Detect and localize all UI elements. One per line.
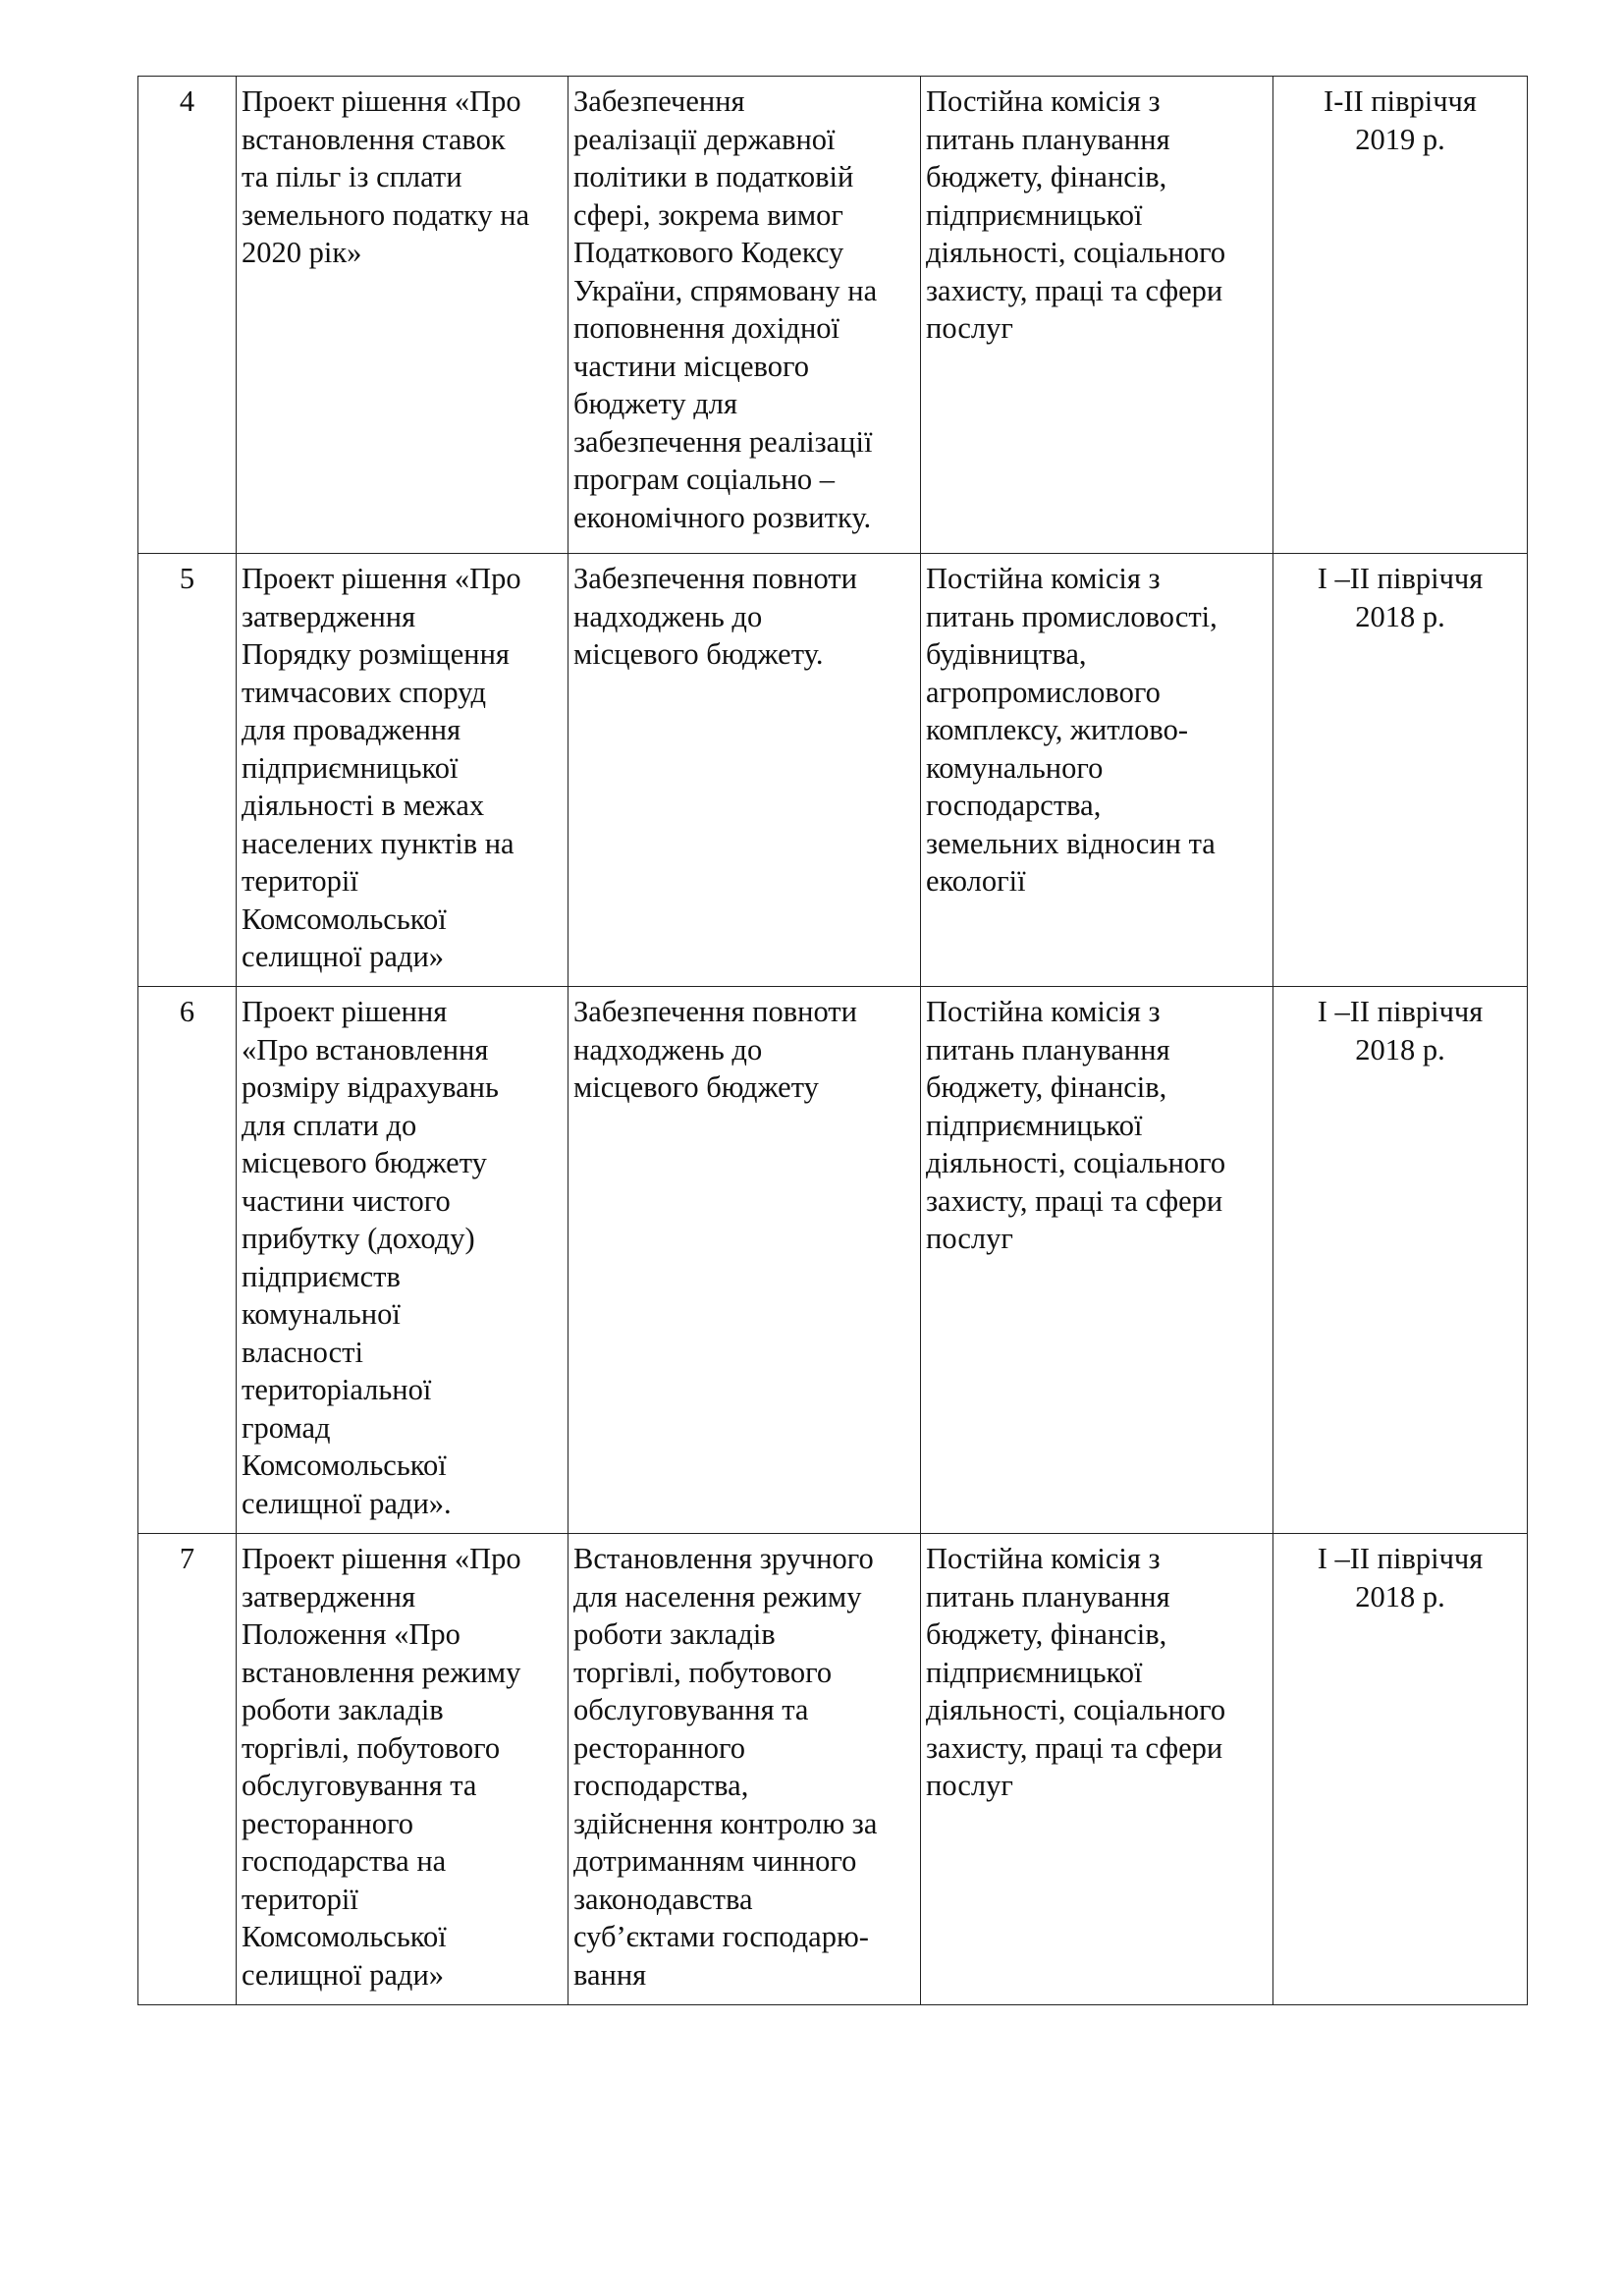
responsible-commission: Постійна комісія з питань планування бюджету, фінансів, підприємницької діяльності, соціального захисту, праці та сфери послуг (921, 77, 1273, 554)
deadline: І –ІІ півріччя 2018 р. (1273, 987, 1528, 1534)
work-plan-table (137, 76, 1528, 2005)
responsible-commission: Постійна комісія з питань планування бюджету, фінансів, підприємницької діяльності, соціального захисту, праці та сфери послуг (921, 987, 1273, 1534)
project-title: Проект рішення «Про затвердження Положення «Про встановлення режиму роботи закладів торгівлі, побутового обслуговування та ресторанного господарства на території Комсомольської селищної ради» (237, 1534, 568, 2005)
project-title: Проект рішення «Про встановлення ставок та пільг із сплати земельного податку на 2020 рік» (237, 77, 568, 554)
deadline: І –ІІ півріччя 2018 р. (1273, 1534, 1528, 2005)
row-number: 6 (138, 987, 237, 1534)
row-number: 4 (138, 77, 237, 554)
deadline: І-ІІ півріччя 2019 р. (1273, 77, 1528, 554)
table-row (138, 77, 1528, 554)
project-goal: Забезпечення повноти надходжень до місцевого бюджету (568, 987, 921, 1534)
deadline: І –ІІ півріччя 2018 р. (1273, 554, 1528, 987)
table-row (138, 554, 1528, 987)
responsible-commission: Постійна комісія з питань промисловості, будівництва, агропромислового комплексу, житлово- комунального господарства, земельних відносин та екології (921, 554, 1273, 987)
project-title: Проект рішення «Про затвердження Порядку розміщення тимчасових споруд для провадження підприємницької діяльності в межах населених пунктів на території Комсомольської селищної ради» (237, 554, 568, 987)
project-title: Проект рішення «Про встановлення розміру відрахувань для сплати до місцевого бюджету частини чистого прибутку (доходу) підприємств комунальної власності територіальної громад Комсомольської селищної ради». (237, 987, 568, 1534)
table-row (138, 1534, 1528, 2005)
responsible-commission: Постійна комісія з питань планування бюджету, фінансів, підприємницької діяльності, соціального захисту, праці та сфери послуг (921, 1534, 1273, 2005)
project-goal: Встановлення зручного для населення режиму роботи закладів торгівлі, побутового обслуговування та ресторанного господарства, здійснення контролю за дотриманням чинного законодавства суб’єктами господарю- вання (568, 1534, 921, 2005)
row-number: 7 (138, 1534, 237, 2005)
row-number: 5 (138, 554, 237, 987)
table-row (138, 987, 1528, 1534)
project-goal: Забезпечення повноти надходжень до місцевого бюджету. (568, 554, 921, 987)
project-goal: Забезпечення реалізації державної політики в податковій сфері, зокрема вимог Податкового Кодексу України, спрямовану на поповнення дохідної частини місцевого бюджету для забезпечення реалізації програм соціально – економічного розвитку. (568, 77, 921, 554)
